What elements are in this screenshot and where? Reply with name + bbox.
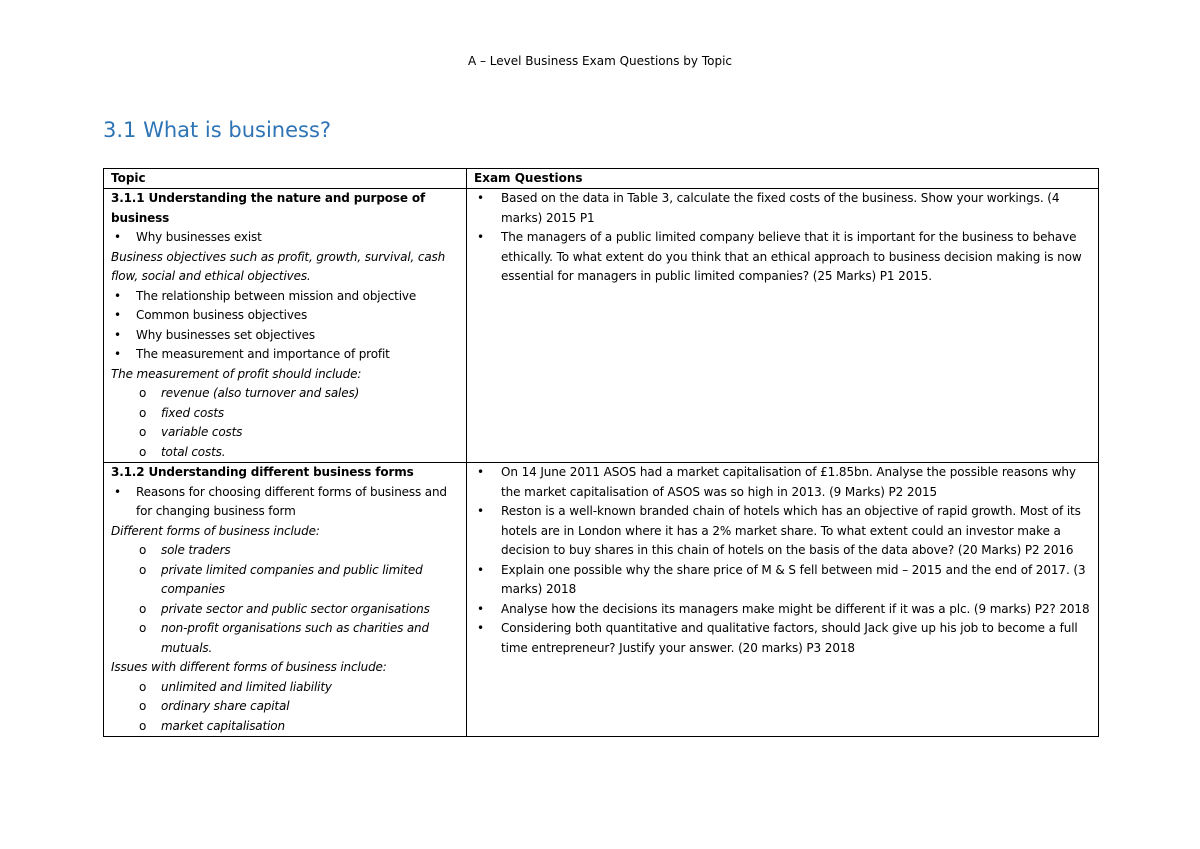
section-heading: 3.1 What is business? <box>103 118 332 142</box>
column-header-topic: Topic <box>104 169 467 189</box>
topic-subitem: o private sector and public sector organisations <box>111 600 459 620</box>
topic-subitem: o fixed costs <box>111 404 459 424</box>
topic-item: • The measurement and importance of profit <box>111 345 459 365</box>
question-item: • Considering both quantitative and qualitative factors, should Jack give up his job to become a full time entrepreneur? Justify your answer. (20 marks) P3 2018 <box>474 619 1091 658</box>
question-list <box>474 189 1091 287</box>
question-item: • The managers of a public limited company believe that it is important for the business to behave ethically. To what extent do you think that an ethical approach to business decision making is now essential for managers in public limited companies? (25 Marks) P1 2015. <box>474 228 1091 287</box>
question-list <box>474 463 1091 658</box>
topic-item: • Why businesses exist <box>111 228 459 248</box>
topic-subitem: o market capitalisation <box>111 717 459 737</box>
topic-item: • Reasons for choosing different forms of business and for changing business form <box>111 483 459 522</box>
question-item: • On 14 June 2011 ASOS had a market capitalisation of £1.85bn. Analyse the possible reasons why the market capitalisation of ASOS was so high in 2013. (9 Marks) P2 2015 <box>474 463 1091 502</box>
running-header: A – Level Business Exam Questions by Topic <box>467 54 733 68</box>
column-header-exam-questions: Exam Questions <box>467 169 1099 189</box>
topic-subitem: o ordinary share capital <box>111 697 459 717</box>
question-item: • Explain one possible why the share price of M & S fell between mid – 2015 and the end of 2017. (3 marks) 2018 <box>474 561 1091 600</box>
topic-sublist <box>111 541 459 658</box>
topic-subitem: o sole traders <box>111 541 459 561</box>
question-item: • Based on the data in Table 3, calculate the fixed costs of the business. Show your workings. (4 marks) 2015 P1 <box>474 189 1091 228</box>
table-header-row <box>104 169 1099 189</box>
topic-item: • Why businesses set objectives <box>111 326 459 346</box>
topic-item: • The relationship between mission and objective <box>111 287 459 307</box>
exam-questions-table <box>103 168 1099 737</box>
topic-subitem: o variable costs <box>111 423 459 443</box>
topic-note: The measurement of profit should include: <box>111 366 362 381</box>
subtopic-title: 3.1.2 Understanding different business forms <box>111 465 414 479</box>
topic-subitem: o non-profit organisations such as charities and mutuals. <box>111 619 459 658</box>
questions-cell <box>467 463 1099 737</box>
topic-subitem: o total costs. <box>111 443 459 463</box>
question-item: • Reston is a well-known branded chain of hotels which has an objective of rapid growth. Most of its hotels are in London where it has a 2% market share. To what extent could an investor make a decision to buy shares in this chain of hotels on the basis of the data above? (20 Marks) P2 2016 <box>474 502 1091 561</box>
topic-cell <box>104 189 467 463</box>
subtopic-title: 3.1.1 Understanding the nature and purpose of business <box>111 191 426 225</box>
topic-sublist <box>111 384 459 462</box>
topic-list <box>111 228 459 248</box>
question-item: • Analyse how the decisions its managers make might be different if it was a plc. (9 marks) P2? 2018 <box>474 600 1091 620</box>
topic-note: Different forms of business include: <box>111 523 320 538</box>
table-row <box>104 189 1099 463</box>
table-row <box>104 463 1099 737</box>
topic-sublist <box>111 678 459 737</box>
topic-cell <box>104 463 467 737</box>
questions-cell <box>467 189 1099 463</box>
topic-subitem: o unlimited and limited liability <box>111 678 459 698</box>
topic-subitem: o revenue (also turnover and sales) <box>111 384 459 404</box>
topic-subitem: o private limited companies and public limited companies <box>111 561 459 600</box>
topic-list <box>111 483 459 522</box>
topic-item: • Common business objectives <box>111 306 459 326</box>
topic-note: Business objectives such as profit, growth, survival, cash flow, social and ethical objectives. <box>111 249 446 283</box>
topic-note: Issues with different forms of business include: <box>111 660 387 674</box>
topic-list <box>111 287 459 365</box>
